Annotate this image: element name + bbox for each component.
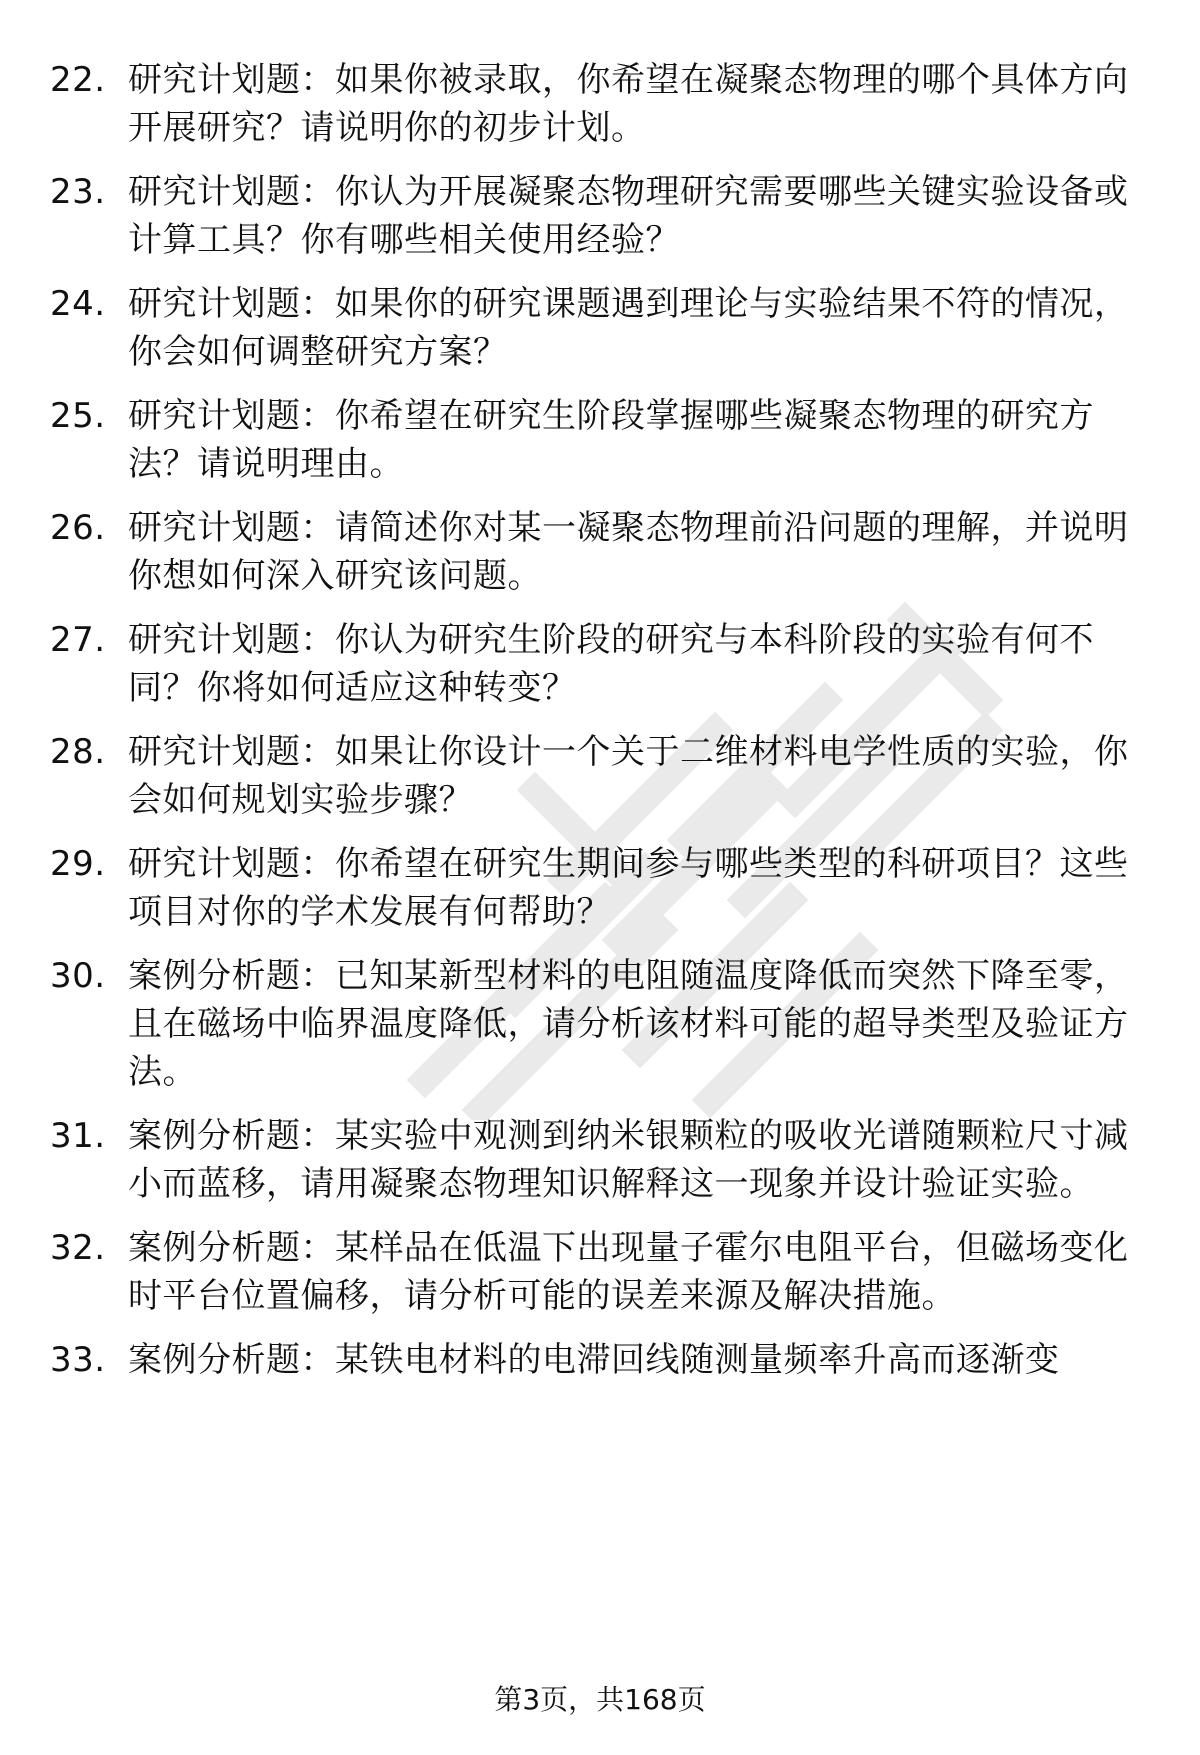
- question-item-32: [50, 1224, 1150, 1320]
- question-text: 研究计划题：你希望在研究生阶段掌握哪些凝聚态物理的研究方法？请说明理由。: [128, 396, 1094, 484]
- question-number: 32.: [50, 1228, 106, 1268]
- question-item-28: [50, 728, 1150, 824]
- page-footer: 第3页，共168页: [494, 1683, 706, 1716]
- question-item-25: [50, 392, 1150, 488]
- question-number: 23.: [50, 172, 106, 212]
- question-text: 案例分析题：某实验中观测到纳米银颗粒的吸收光谱随颗粒尺寸减小而蓝移，请用凝聚态物理知识解释这一现象并设计验证实验。: [128, 1116, 1129, 1204]
- question-text: 研究计划题：你希望在研究生期间参与哪些类型的科研项目？这些项目对你的学术发展有何帮助？: [128, 844, 1129, 932]
- question-text: 研究计划题：请简述你对某一凝聚态物理前沿问题的理解，并说明你想如何深入研究该问题。: [128, 508, 1129, 596]
- question-number: 29.: [50, 844, 106, 884]
- question-item-24: [50, 280, 1150, 376]
- question-item-23: [50, 168, 1150, 264]
- question-text: 研究计划题：如果你被录取，你希望在凝聚态物理的哪个具体方向开展研究？请说明你的初步计划。: [128, 60, 1129, 148]
- question-text: 研究计划题：如果你的研究课题遇到理论与实验结果不符的情况，你会如何调整研究方案？: [128, 284, 1129, 372]
- question-number: 30.: [50, 956, 106, 996]
- question-item-30: [50, 952, 1150, 1096]
- question-item-29: [50, 840, 1150, 936]
- question-text: 案例分析题：已知某新型材料的电阻随温度降低而突然下降至零，且在磁场中临界温度降低，请分析该材料可能的超导类型及验证方法。: [128, 956, 1129, 1092]
- question-number: 31.: [50, 1116, 106, 1156]
- question-number: 33.: [50, 1340, 106, 1380]
- question-text: 研究计划题：你认为研究生阶段的研究与本科阶段的实验有何不同？你将如何适应这种转变？: [128, 620, 1094, 708]
- question-number: 24.: [50, 284, 106, 324]
- question-text: 研究计划题：你认为开展凝聚态物理研究需要哪些关键实验设备或计算工具？你有哪些相关使用经验？: [128, 172, 1129, 260]
- question-number: 26.: [50, 508, 106, 548]
- question-number: 25.: [50, 396, 106, 436]
- question-item-26: [50, 504, 1150, 600]
- question-list: [50, 56, 1150, 1400]
- question-text: 案例分析题：某铁电材料的电滞回线随测量频率升高而逐渐变: [128, 1340, 1060, 1380]
- question-text: 研究计划题：如果让你设计一个关于二维材料电学性质的实验，你会如何规划实验步骤？: [128, 732, 1129, 820]
- question-number: 28.: [50, 732, 106, 772]
- question-item-31: [50, 1112, 1150, 1208]
- question-number: 22.: [50, 60, 106, 100]
- question-text: 案例分析题：某样品在低温下出现量子霍尔电阻平台，但磁场变化时平台位置偏移，请分析可能的误差来源及解决措施。: [128, 1228, 1129, 1316]
- question-number: 27.: [50, 620, 106, 660]
- question-item-22: [50, 56, 1150, 152]
- question-item-33: [50, 1336, 1150, 1384]
- question-item-27: [50, 616, 1150, 712]
